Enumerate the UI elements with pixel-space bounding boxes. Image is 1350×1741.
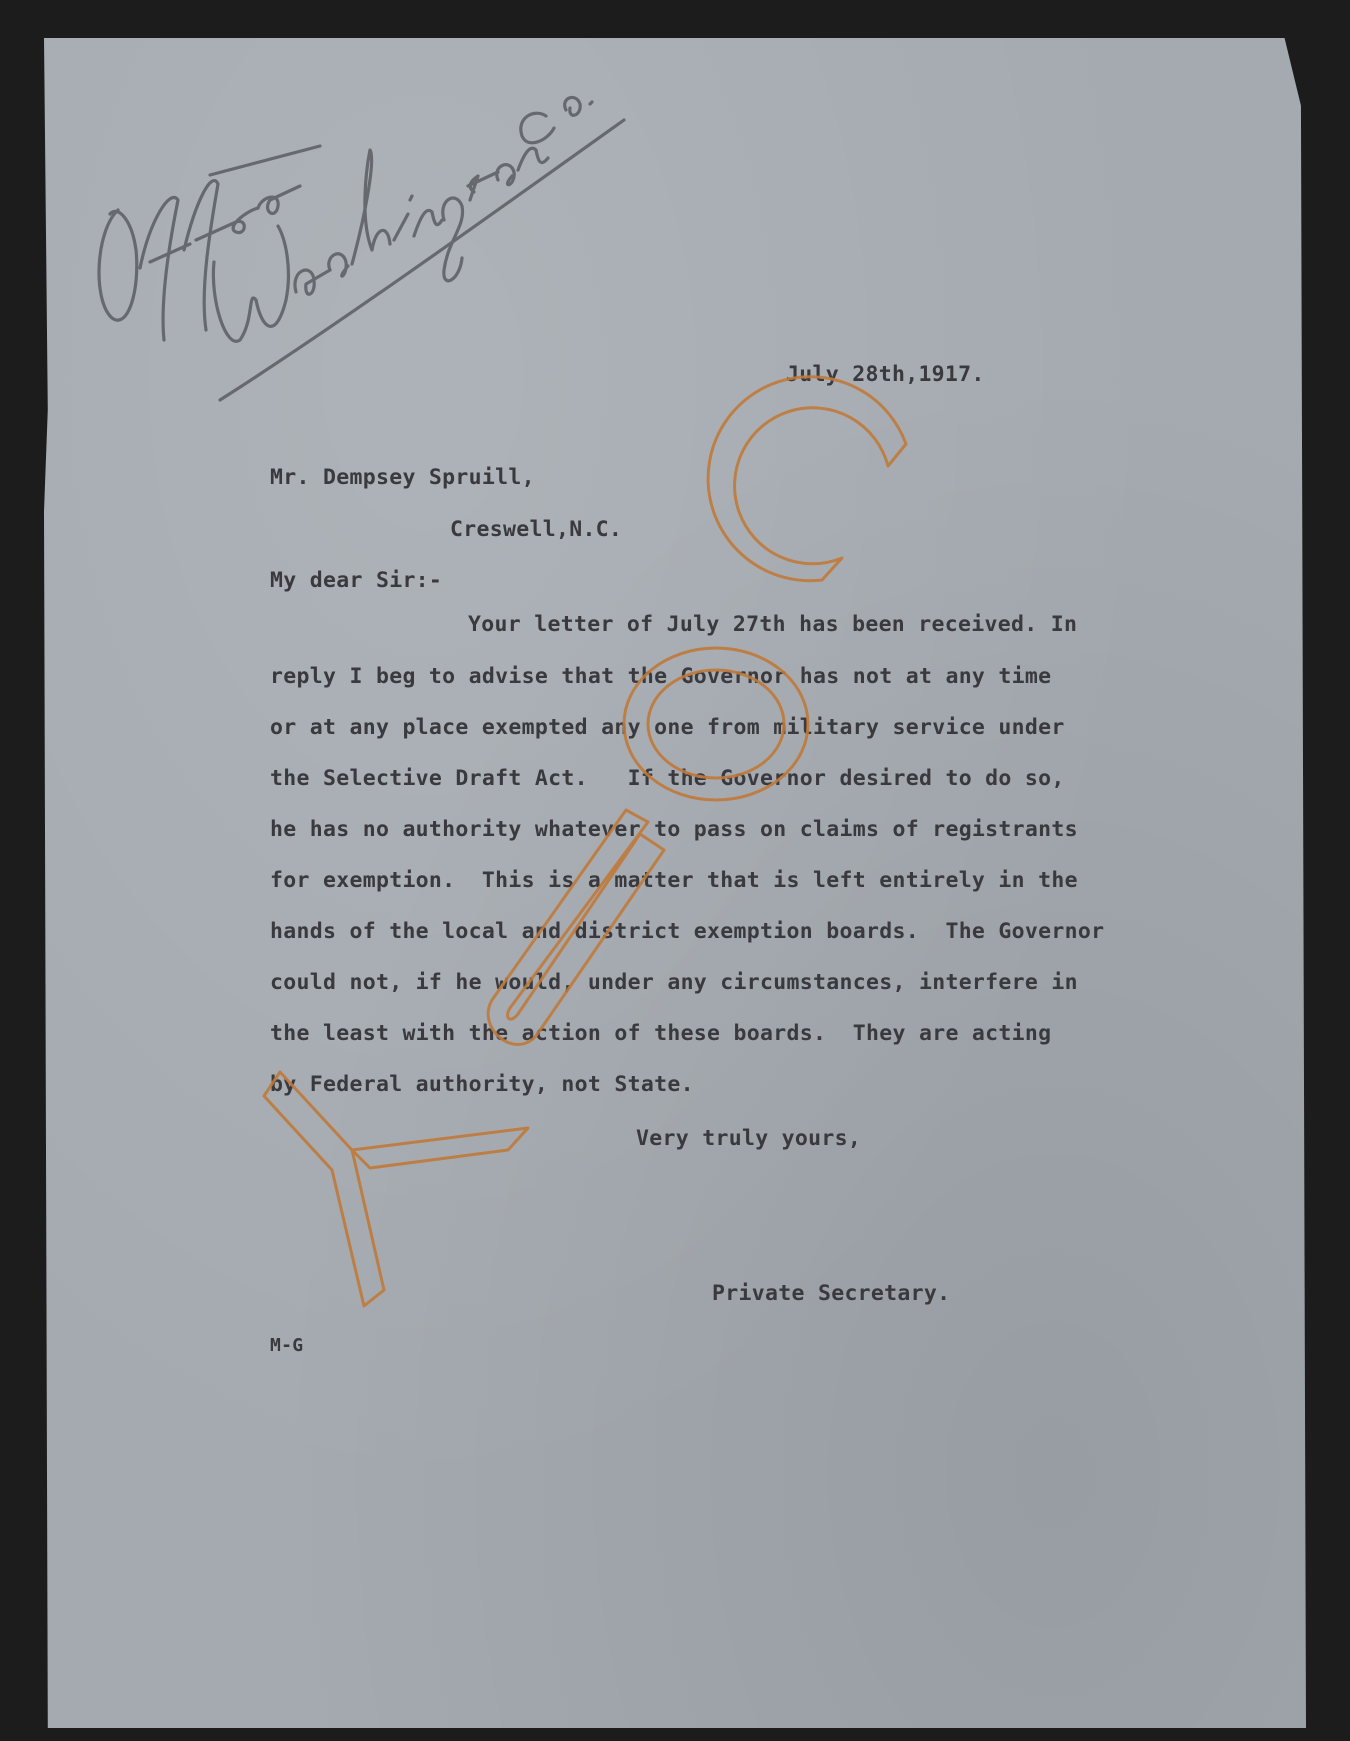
signature-title: Private Secretary. [712, 1281, 951, 1306]
closing: Very truly yours, [636, 1126, 862, 1151]
body-line: for exemption. This is a matter that is left entirely in the [270, 868, 1078, 893]
body-line: reply I beg to advise that the Governor has not at any time [270, 664, 1052, 689]
body-line: the Selective Draft Act. If the Governor desired to do so, [270, 766, 1065, 791]
salutation: My dear Sir:- [270, 568, 443, 593]
body-line: the least with the action of these boards. They are acting [270, 1021, 1052, 1046]
recipient-city: Creswell,N.C. [450, 517, 623, 542]
typist-initials: M-G [270, 1335, 304, 1356]
body-line: hands of the local and district exemption boards. The Governor [270, 919, 1105, 944]
recipient-name: Mr. Dempsey Spruill, [270, 465, 535, 490]
body-line: could not, if he would, under any circumstances, interfere in [270, 970, 1078, 995]
body-line: by Federal authority, not State. [270, 1072, 694, 1097]
body-line: he has no authority whatever to pass on claims of registrants [270, 817, 1078, 842]
body-line: or at any place exempted any one from military service under [270, 715, 1065, 740]
body-line: Your letter of July 27th has been received. In [468, 612, 1078, 637]
letter-date: July 28th,1917. [786, 362, 985, 387]
